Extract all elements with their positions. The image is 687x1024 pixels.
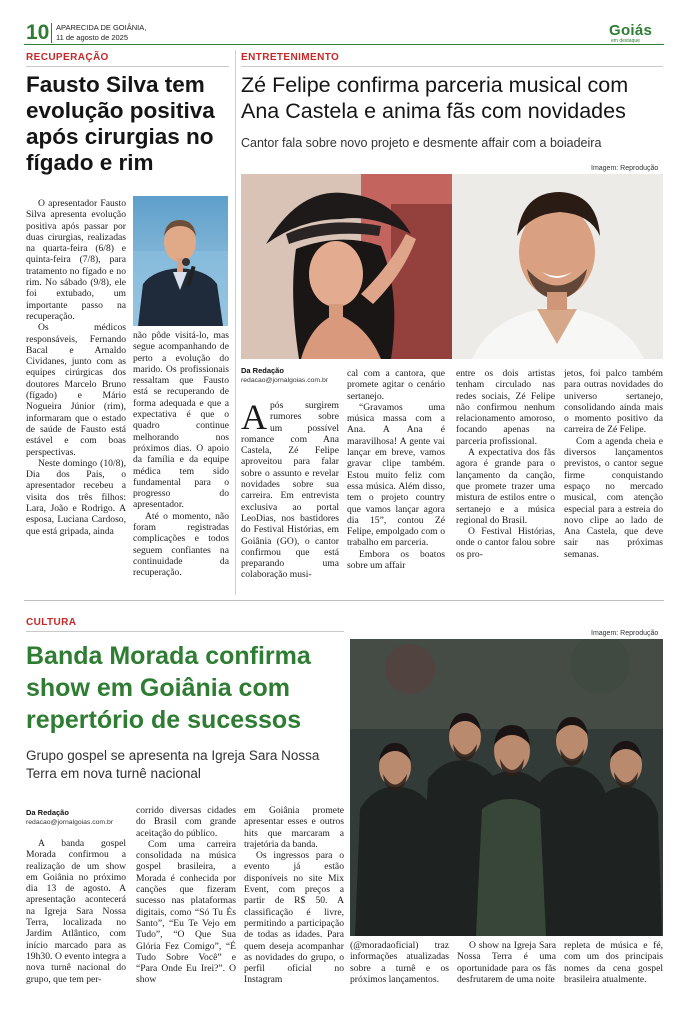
story2-column-2 bbox=[347, 368, 445, 593]
story3-column-2 bbox=[136, 805, 236, 998]
story3-paragraph: Os ingressos para o evento já estão disponíveis no site Mix Event, com preços a partir de R$ 50. A classificação é livre, permitindo a participação de todas as idades. Para quem deseja acompanhar as novidades do grupo, o perfil oficial no Instagram bbox=[244, 850, 344, 986]
story1-paragraph: Até o momento, não foram registradas complicações e todos seguem confiantes na continuidade da recuperação. bbox=[133, 510, 229, 579]
story1-column-1 bbox=[26, 198, 126, 593]
story2-paragraph: entre os dois artistas tenham circulado nas redes sociais, Zé Felipe não confirmou nenhum relacionamento amoroso, focando apenas na parceria profissional. bbox=[456, 368, 555, 447]
story2-subtitle: Cantor fala sobre novo projeto e desmente affair com a boiadeira bbox=[241, 136, 602, 150]
story2-kicker-rule bbox=[241, 66, 663, 67]
story1-paragraph: Os médicos responsáveis, Fernando Bacal e Arnaldo Cividanes, junto com as equipes cirúrgicas dos doutores Marcelo Bruno (fígado) e Mário Nogueira Júnior (rim), informaram que o estado de saúde de Fausto está estável e com boas perspectivas. bbox=[26, 322, 126, 458]
story3-paragraph: O show na Igreja Sara Nossa Terra é uma oportunidade para os fãs desfrutarem de uma noite bbox=[457, 940, 556, 985]
story2-photo-credit: Imagem: Reprodução bbox=[591, 165, 659, 172]
ana-castela-photo bbox=[241, 174, 452, 359]
story3-headline: Banda Morada confirma show em Goiânia com repertório de sucessos bbox=[26, 642, 311, 734]
story3-kicker-rule bbox=[26, 631, 344, 632]
banda-morada-photo bbox=[350, 639, 663, 936]
story3-kicker: CULTURA bbox=[26, 617, 77, 628]
story3-column-3 bbox=[244, 805, 344, 998]
story2-column-1 bbox=[241, 400, 339, 593]
story3-column-5 bbox=[457, 940, 556, 1000]
fausto-photo bbox=[133, 196, 228, 326]
story2-kicker: ENTRETENIMENTO bbox=[241, 52, 340, 63]
story2-paragraph: Embora os boatos sobre um affair bbox=[347, 548, 445, 572]
story3-photo-credit: Imagem: Reprodução bbox=[591, 630, 659, 637]
story3-column-1 bbox=[26, 838, 126, 998]
story1-kicker-rule bbox=[26, 66, 229, 67]
story2-column-4 bbox=[564, 368, 663, 593]
story1-paragraph: O apresentador Fausto Silva apresenta evolução positiva após passar por duas cirurgias, realizadas na quarta-feira (6/8) e quinta-feira (7/8), para tratamento no fígado e no rim. No sábado (9/8), ele foi extubado, um importante passo na recuperação. bbox=[26, 198, 126, 322]
column-divider bbox=[235, 50, 236, 595]
story3-paragraph: Com uma carreira consolidada na música gospel brasileira, a Morada é conhecida por canções que fizeram sucesso nas plataformas digitais, como “Só Tu És Santo”, “Eu Te Vejo em Tudo”, “O Que Sua Glória Fez Comigo”, “É Tudo Sobre Você” e “Para Onde Eu Irei?”. O show bbox=[136, 838, 236, 986]
story2-dropcap: A bbox=[241, 400, 267, 437]
newspaper-logo: Goiás bbox=[609, 22, 653, 39]
story2-email: redacao@jornalgoias.com.br bbox=[241, 377, 328, 384]
story1-headline: Fausto Silva tem evolução positiva após cirurgias no fígado e rim bbox=[26, 72, 215, 175]
story2-headline: Zé Felipe confirma parceria musical com Ana Castela e anima fãs com novidades bbox=[241, 73, 629, 123]
story3-paragraph: corrido diversas cidades do Brasil com grande aceitação do público. bbox=[136, 805, 236, 839]
edition-city: APARECIDA DE GOIÂNIA, bbox=[56, 23, 147, 32]
story2-paragraph: “Gravamos uma música massa com a Ana. A Ana é maravilhosa! A gente vai lançar em breve, vamos gravar clipe também. Estou muito feliz com essa música. Além disso, tem o projeto country que vamos lançar agora dia 15”, contou Zé Felipe, empolgado com o trabalho em parceria. bbox=[347, 401, 445, 549]
story2-paragraph: pós surgirem rumores sobre um possível romance com Ana Castela, Zé Felipe aproveitou para falar sobre o assunto e revelar novidades sobre sua carreira. Em entrevista exclusiva ao portal LeoDias, nos bastidores do Festival Histórias, em Goiânia (GO), o cantor confirmou que está preparando uma colaboração musi- bbox=[241, 400, 339, 581]
story2-column-3 bbox=[456, 368, 555, 593]
fausto-photo-illustration bbox=[133, 196, 228, 326]
story2-paragraph: Com a agenda cheia e diversos lançamentos previstos, o cantor segue firme conquistando espaço no mercado musical, com atenção especial para a estreia do novo clipe ao lado de Ana Castela, que deve sair nas próximas semanas. bbox=[564, 435, 663, 560]
story2-paragraph: jetos, foi palco também para outras novidades do universo sertanejo, consolidando ainda mais o momento positivo da carreira de Zé Felipe. bbox=[564, 368, 663, 436]
story2-paragraph: cal com a cantora, que promete agitar o cenário sertanejo. bbox=[347, 368, 445, 402]
story3-column-6 bbox=[564, 940, 663, 1000]
story3-paragraph: (@moradaoficial) traz informações atualizadas sobre a turnê e os próximos lançamentos. bbox=[350, 940, 449, 985]
story3-subtitle: Grupo gospel se apresenta na Igreja Sara Nossa Terra em nova turnê nacional bbox=[26, 748, 320, 781]
story3-paragraph: repleta de música e fé, com um dos principais nomes da cena gospel brasileira atualmente. bbox=[564, 940, 663, 985]
story3-email: redacao@jornalgoias.com.br bbox=[26, 819, 113, 826]
header-rule bbox=[24, 44, 664, 45]
story3-paragraph: em Goiânia promete apresentar esses e outros hits que marcaram a trajetória da banda. bbox=[244, 805, 344, 850]
newspaper-logo-sub: em destaque bbox=[611, 38, 640, 44]
story3-byline: Da Redação bbox=[26, 808, 69, 817]
story2-paragraph: A expectativa dos fãs agora é grande para o lançamento da canção, que promete trazer uma mistura de estilos entre o sertanejo e a música regional do Brasil. bbox=[456, 447, 555, 526]
story3-paragraph: A banda gospel Morada confirmou a realização de um show em Goiânia no próximo dia 13 de agosto. A apresentação acontecerá na Igreja Sara Nossa Terra, localizada no Jardim Atlântico, com início marcado para as 19h30. O evento integra a nova turnê nacional do grupo, que tem per- bbox=[26, 838, 126, 985]
story1-paragraph: Neste domingo (10/8), Dia dos Pais, o apresentador recebeu a visita dos três filhos: Lara, João e Rodrigo. A esposa, Luciana Cardoso, que está gripada, ainda bbox=[26, 457, 126, 537]
banda-morada-illustration bbox=[350, 639, 663, 936]
story1-kicker: RECUPERAÇÃO bbox=[26, 52, 109, 63]
header-divider bbox=[51, 23, 52, 43]
ze-felipe-illustration bbox=[452, 174, 663, 359]
section-rule bbox=[24, 600, 664, 601]
ze-felipe-photo bbox=[452, 174, 663, 359]
edition-date: 11 de agosto de 2025 bbox=[56, 33, 129, 42]
story1-paragraph: não pôde visitá-lo, mas segue acompanhando de perto a evolução do marido. Os profissionais ressaltam que Fausto está se recuperando de forma adequada e que a expectativa é que o quadro continue melhorando nos próximos dias. O apoio da família e da equipe médica tem sido fundamental para o progresso do apresentador. bbox=[133, 330, 229, 511]
page-number: 10 bbox=[26, 21, 50, 44]
story2-paragraph: O Festival Histórias, onde o cantor falou sobre os pro- bbox=[456, 526, 555, 560]
ana-castela-illustration bbox=[241, 174, 452, 359]
story2-byline: Da Redação bbox=[241, 366, 284, 375]
story1-column-2 bbox=[133, 330, 229, 592]
edition-info bbox=[56, 23, 146, 43]
story3-column-4 bbox=[350, 940, 449, 1000]
